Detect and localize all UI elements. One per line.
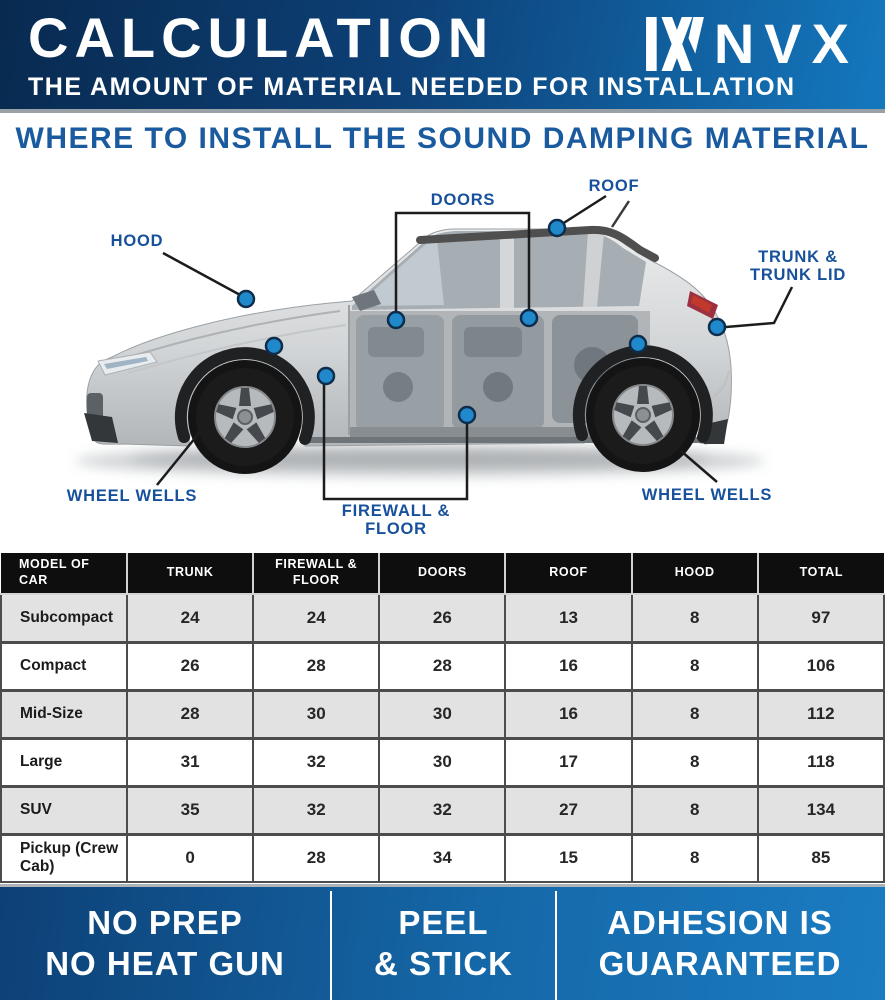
brand-name: NVX bbox=[713, 12, 859, 75]
value-cell: 28 bbox=[253, 642, 379, 690]
trunk-marker-dot bbox=[709, 319, 725, 335]
value-cell: 28 bbox=[127, 690, 253, 738]
badge-line: ADHESION IS bbox=[607, 904, 833, 942]
column-header: ROOF bbox=[505, 553, 631, 594]
value-cell: 28 bbox=[253, 834, 379, 882]
badge-line: PEEL bbox=[398, 904, 489, 942]
diagram-title: WHERE TO INSTALL THE SOUND DAMPING MATERIAL bbox=[15, 122, 870, 155]
value-cell: 8 bbox=[632, 642, 758, 690]
value-cell: 0 bbox=[127, 834, 253, 882]
value-cell: 118 bbox=[758, 738, 884, 786]
value-cell: 15 bbox=[505, 834, 631, 882]
firewall-label-line1: FIREWALL & bbox=[341, 502, 451, 520]
value-cell: 26 bbox=[379, 594, 505, 642]
value-cell: 112 bbox=[758, 690, 884, 738]
model-cell: Subcompact bbox=[1, 594, 127, 642]
firewall-label-line2: FLOOR bbox=[365, 520, 427, 538]
column-header: TRUNK bbox=[127, 553, 253, 594]
table-row bbox=[1, 834, 884, 882]
material-table-section bbox=[0, 553, 885, 886]
value-cell: 35 bbox=[127, 786, 253, 834]
model-cell: Large bbox=[1, 738, 127, 786]
wheel-wells-right-label: WHEEL WELLS bbox=[641, 486, 773, 504]
hood-label: HOOD bbox=[110, 232, 164, 250]
value-cell: 24 bbox=[253, 594, 379, 642]
rear-fender-marker-dot bbox=[630, 336, 646, 352]
value-cell: 34 bbox=[379, 834, 505, 882]
value-cell: 32 bbox=[253, 786, 379, 834]
value-cell: 17 bbox=[505, 738, 631, 786]
material-table-body bbox=[1, 594, 884, 882]
brand-logo bbox=[646, 12, 859, 75]
hood-marker-dot bbox=[238, 291, 254, 307]
wheel-wells-left-label: WHEEL WELLS bbox=[66, 487, 198, 505]
column-header: TOTAL bbox=[758, 553, 884, 594]
column-header: FIREWALL & FLOOR bbox=[253, 553, 379, 594]
footer-banner bbox=[0, 884, 885, 1000]
table-row bbox=[1, 690, 884, 738]
value-cell: 16 bbox=[505, 642, 631, 690]
doors-label: DOORS bbox=[430, 191, 496, 209]
roof-label: ROOF bbox=[588, 177, 640, 195]
footer-badge-peel-stick bbox=[332, 887, 555, 1000]
model-cell: Mid-Size bbox=[1, 690, 127, 738]
firewall-marker-dot bbox=[318, 368, 334, 384]
value-cell: 30 bbox=[379, 690, 505, 738]
model-cell: Pickup (Crew Cab) bbox=[1, 834, 127, 882]
car-diagram bbox=[0, 165, 885, 553]
rear-wheel bbox=[586, 358, 700, 472]
trunk-label-line2: TRUNK LID bbox=[749, 266, 847, 284]
material-table bbox=[0, 553, 885, 883]
table-row bbox=[1, 786, 884, 834]
column-header: MODEL OF CAR bbox=[1, 553, 127, 594]
model-cell: Compact bbox=[1, 642, 127, 690]
table-row bbox=[1, 594, 884, 642]
value-cell: 30 bbox=[253, 690, 379, 738]
table-header-row bbox=[1, 553, 884, 594]
value-cell: 32 bbox=[253, 738, 379, 786]
model-cell: SUV bbox=[1, 786, 127, 834]
value-cell: 32 bbox=[379, 786, 505, 834]
value-cell: 8 bbox=[632, 594, 758, 642]
value-cell: 8 bbox=[632, 834, 758, 882]
value-cell: 8 bbox=[632, 690, 758, 738]
table-row bbox=[1, 738, 884, 786]
car-diagram-svg bbox=[0, 165, 885, 553]
value-cell: 31 bbox=[127, 738, 253, 786]
value-cell: 134 bbox=[758, 786, 884, 834]
footer-badge-adhesion bbox=[557, 887, 883, 1000]
value-cell: 8 bbox=[632, 786, 758, 834]
column-header: DOORS bbox=[379, 553, 505, 594]
front-door-marker-dot bbox=[388, 312, 404, 328]
badge-line: GUARANTEED bbox=[598, 944, 842, 982]
front-wheel bbox=[188, 360, 302, 474]
diagram-title-bar bbox=[0, 113, 885, 165]
header-subtitle: THE AMOUNT OF MATERIAL NEEDED FOR INSTALLATION bbox=[28, 73, 796, 101]
front-fender-marker-dot bbox=[266, 338, 282, 354]
value-cell: 28 bbox=[379, 642, 505, 690]
roof-marker-dot bbox=[549, 220, 565, 236]
floor-marker-dot bbox=[459, 407, 475, 423]
rear-door-marker-dot bbox=[521, 310, 537, 326]
value-cell: 16 bbox=[505, 690, 631, 738]
badge-line: NO HEAT GUN bbox=[45, 944, 285, 982]
value-cell: 106 bbox=[758, 642, 884, 690]
value-cell: 30 bbox=[379, 738, 505, 786]
value-cell: 97 bbox=[758, 594, 884, 642]
trunk-label-line1: TRUNK & bbox=[758, 248, 838, 266]
value-cell: 8 bbox=[632, 738, 758, 786]
column-header: HOOD bbox=[632, 553, 758, 594]
header-banner bbox=[0, 0, 885, 113]
badge-line: & STICK bbox=[374, 944, 513, 982]
value-cell: 27 bbox=[505, 786, 631, 834]
value-cell: 85 bbox=[758, 834, 884, 882]
nvx-logo-icon bbox=[646, 17, 704, 71]
value-cell: 24 bbox=[127, 594, 253, 642]
table-row bbox=[1, 642, 884, 690]
value-cell: 13 bbox=[505, 594, 631, 642]
value-cell: 26 bbox=[127, 642, 253, 690]
page-title: CALCULATION bbox=[28, 6, 495, 69]
badge-line: NO PREP bbox=[87, 904, 243, 942]
footer-badge-no-prep bbox=[0, 887, 330, 1000]
